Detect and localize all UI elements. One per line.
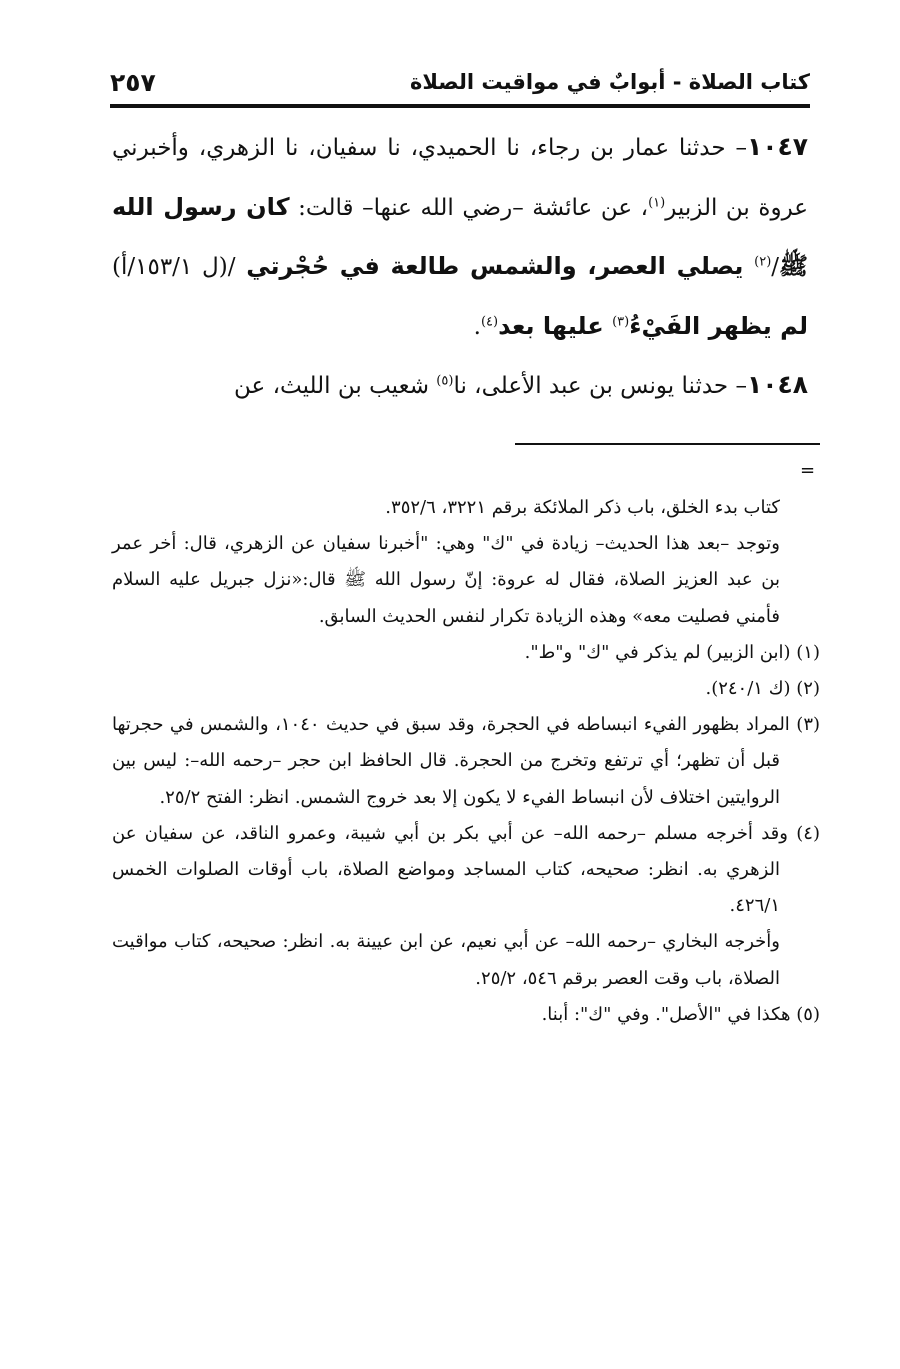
- main-text: [112, 118, 808, 416]
- footnote-4-continued: وأخرجه البخاري –رحمه الله– عن أبي نعيم، عن ابن عيينة به. انظر: صحيحه، كتاب مواقيت الصلاة، باب وقت العصر برقم ٥٤٦، ٢٥/٢.: [112, 931, 780, 989]
- footnote-ref: (١): [648, 194, 666, 210]
- footnote-4: (٤) وقد أخرجه مسلم –رحمه الله– عن أبي بكر بن أبي شيبة، وعمرو الناقد، عن سفيان عن الزهري به. انظر: صحيحه، كتاب المساجد ومواضع الصلاة، باب أوقات الصلوات الخمس ٤٢٦/١.: [112, 822, 820, 917]
- footnotes: [112, 490, 820, 1033]
- hadith-matn: يصلي العصر، والشمس طالعة في حُجْرتي: [235, 252, 755, 280]
- chapter-title: كتاب الصلاة - أبوابٌ في مواقيت الصلاة: [409, 70, 810, 94]
- manuscript-marker: /: [771, 254, 780, 280]
- hadith-number: ١٠٤٨: [746, 370, 808, 399]
- manuscript-marker: /(ل ١٥٣/١/أ): [112, 254, 236, 280]
- hadith-isnad: – حدثنا يونس بن عبد الأعلى، نا: [453, 373, 747, 399]
- footnote-continuation: كتاب بدء الخلق، باب ذكر الملائكة برقم ٣٢٢١، ٣٥٢/٦.: [385, 497, 780, 518]
- sentence-end: .: [473, 313, 481, 340]
- footnote-ref: (٢): [754, 254, 772, 270]
- footnote-2: (٢) (ك ٢٤٠/١).: [705, 678, 820, 700]
- page-number: ٢٥٧: [110, 67, 156, 97]
- footnote-5: (٥) هكذا في "الأصل". وفي "ك": أبنا.: [541, 1003, 820, 1025]
- footnote-continuation: وتوجد –بعد هذا الحديث– زيادة في "ك" وهي: "أخبرنا سفيان عن الزهري، قال: أخر عمر بن عبد العزيز الصلاة، فقال له عروة: إنّ رسول الله ﷺ قال:«نزل جبريل عليه السلام فأمني فصليت معه» وهذه الزيادة تكرار لنفس الحديث السابق.: [112, 533, 780, 627]
- hadith-isnad: شعيب بن الليث، عن: [234, 373, 437, 399]
- footnote-separator: [515, 443, 820, 445]
- running-header: [110, 62, 810, 102]
- hadith-matn: لم يظهر الفَيْءُ: [629, 311, 808, 340]
- footnote-1: (١) (ابن الزبير) لم يذكر في "ك" و"ط".: [524, 641, 820, 663]
- continuation-mark: =: [800, 460, 816, 481]
- hadith-matn: كان رسول الله ﷺ: [112, 192, 809, 280]
- hadith-isnad: ، عن عائشة –رضي الله عنها– قالت:: [289, 194, 649, 221]
- footnote-3: (٣) المراد بظهور الفيء انبساطه في الحجرة، وقد سبق في حديث ١٠٤٠، والشمس في حجرتها قبل أن تظهر؛ أي ترتفع وتخرج من الحجرة. قال الحافظ ابن حجر –رحمه الله–: ليس بين الروايتين اختلاف لأن انبساط الفيء لا يكون إلا بعد خروج الشمس. انظر: الفتح ٢٥/٢.: [112, 714, 821, 808]
- hadith-1047: [112, 118, 808, 356]
- hadith-number: ١٠٤٧: [746, 132, 808, 161]
- header-rule: [110, 104, 810, 108]
- hadith-matn: عليها بعد: [498, 311, 613, 340]
- footnote-ref: (٣): [612, 313, 630, 329]
- footnote-ref: (٥): [436, 373, 454, 389]
- hadith-1048: [112, 356, 808, 416]
- hadith-isnad: – حدثنا عمار بن رجاء، نا الحميدي، نا سفيان، نا الزهري، وأخبرني عروة بن الزبير: [112, 135, 808, 221]
- footnote-ref: (٤): [480, 313, 499, 329]
